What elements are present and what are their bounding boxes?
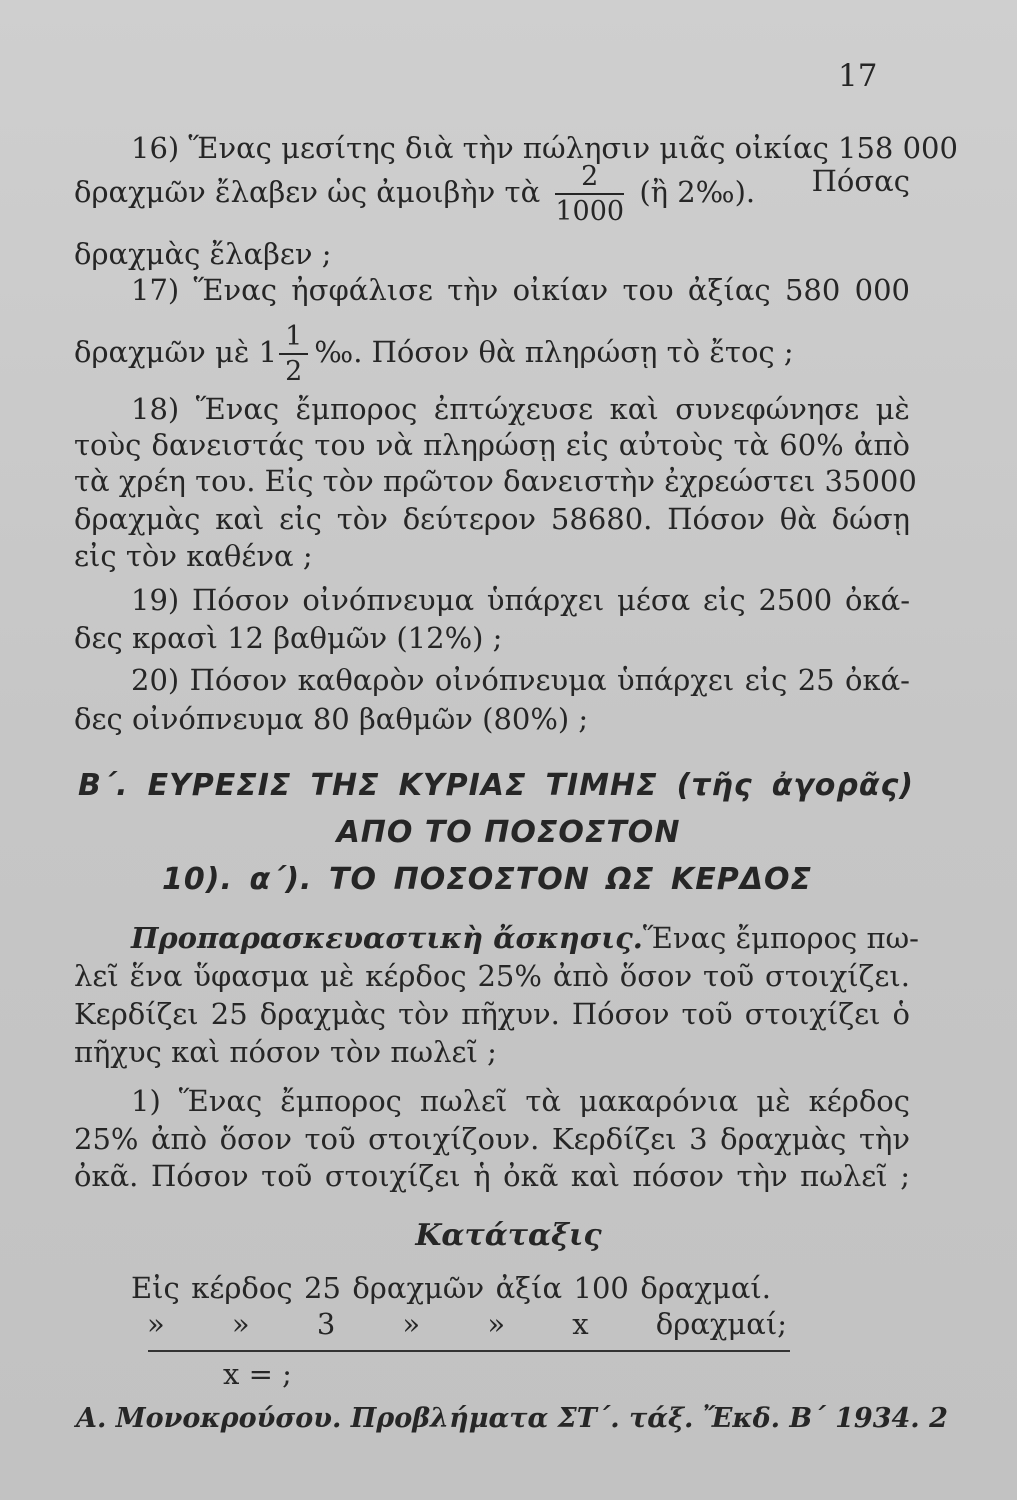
problem-19-line-1: 19) Πόσον οἰνόπνευμα ὑπάρχει μέσα εἰς 2500 ὀκά- (131, 583, 910, 617)
problem-20-line-2: δες οἰνόπνευμα 80 βαθμῶν (80%) ; (74, 702, 589, 736)
problem-16-line-2 (74, 163, 910, 225)
prep-text-1: Ἕνας ἔμπορος πω- (642, 921, 919, 955)
problem-1-line-3: ὀκᾶ. Πόσον τοῦ στοιχίζει ἡ ὀκᾶ καὶ πόσον τὴν πωλεῖ ; (74, 1159, 910, 1193)
fraction-2-over-1000 (555, 163, 624, 225)
problem-1-line-1: 1) Ἕνας ἔμπορος πωλεῖ τὰ μακαρόνια μὲ κέρδος (131, 1084, 910, 1118)
problem-17-text-a: δραχμῶν μὲ 1 (74, 335, 278, 369)
prep-line-4: πῆχυς καὶ πόσον τὸν πωλεῖ ; (74, 1035, 497, 1069)
problem-16-text-b: (ἢ 2‰). (639, 175, 756, 209)
problem-1-line-2: 25% ἀπὸ ὅσον τοῦ στοιχίζουν. Κερδίζει 3 δραχμὰς τὴν (74, 1122, 910, 1156)
fraction-numerator: 1 (279, 323, 308, 355)
katataxis-row-2: » » 3 » » x δραχμαί; (147, 1307, 787, 1341)
page-number: 17 (838, 58, 878, 94)
subsection-heading: 10). α΄). ΤΟ ΠΟΣΟΣΤΟΝ ΩΣ ΚΕΡΔΟΣ (162, 862, 812, 897)
problem-17-text-b: ‰. Πόσον θὰ πληρώσῃ τὸ ἔτος ; (314, 335, 794, 369)
section-heading: Β΄. ΕΥΡΕΣΙΣ ΤΗΣ ΚΥΡΙΑΣ ΤΙΜΗΣ (τῆς ἀγορᾶς) (78, 768, 914, 803)
fraction-denominator: 1000 (555, 196, 625, 227)
katataxis-result: x = ; (223, 1357, 292, 1391)
problem-20-line-1: 20) Πόσον καθαρὸν οἰνόπνευμα ὑπάρχει εἰς 25 ὀκά- (131, 663, 910, 697)
page-footer: Α. Μονοκρούσου. Προβλήματα ΣΤ΄. τάξ. Ἔκδ. Β΄ 1934. 2 (76, 1403, 948, 1434)
fraction-1-over-2 (279, 323, 308, 385)
problem-18-line-5: εἰς τὸν καθένα ; (74, 539, 313, 573)
problem-18-line-2: τοὺς δανειστάς του νὰ πληρώσῃ εἰς αὐτοὺς τὰ 60% ἀπὸ (74, 428, 910, 462)
problem-16-line-3: δραχμὰς ἔλαβεν ; (74, 237, 332, 271)
problem-16-text-a: δραχμῶν ἔλαβεν ὡς ἀμοιβὴν τὰ (74, 175, 541, 209)
prep-line-3: Κερδίζει 25 δραχμὰς τὸν πῆχυν. Πόσον τοῦ στοιχίζει ὁ (74, 997, 910, 1031)
problem-18-line-3: τὰ χρέη του. Εἰς τὸν πρῶτον δανειστὴν ἐχρεώστει 35000 (74, 464, 917, 498)
problem-17-line-2 (74, 323, 910, 385)
prep-line-2: λεῖ ἕνα ὕφασμα μὲ κέρδος 25% ἀπὸ ὅσον τοῦ στοιχίζει. (74, 959, 910, 993)
prep-line-1 (131, 920, 919, 956)
divider-rule (148, 1350, 790, 1352)
problem-16-line-1: 16) Ἕνας μεσίτης διὰ τὴν πώλησιν μιᾶς οἰκίας 158 000 (131, 131, 958, 165)
fraction-numerator: 2 (555, 163, 624, 195)
fraction-denominator: 2 (285, 356, 303, 387)
problem-18-line-1: 18) Ἕνας ἔμπορος ἐπτώχευσε καὶ συνεφώνησε μὲ (131, 392, 910, 426)
prep-label: Προπαρασκευαστικὴ ἄσκησις. (131, 921, 643, 955)
problem-17-line-1: 17) Ἕνας ἠσφάλισε τὴν οἰκίαν του ἀξίας 580 000 (131, 273, 910, 307)
problem-18-line-4: δραχμὰς καὶ εἰς τὸν δεύτερον 58680. Πόσον θὰ δώσῃ (74, 502, 910, 536)
katataxis-title: Κατάταξις (415, 1218, 602, 1253)
section-subheading: ΑΠΟ ΤΟ ΠΟΣΟΣΤΟΝ (336, 815, 681, 850)
problem-16-text-c: Πόσας (811, 164, 910, 198)
katataxis-row-1: Εἰς κέρδος 25 δραχμῶν ἀξία 100 δραχμαί. (131, 1271, 771, 1305)
problem-19-line-2: δες κρασὶ 12 βαθμῶν (12%) ; (74, 621, 503, 655)
